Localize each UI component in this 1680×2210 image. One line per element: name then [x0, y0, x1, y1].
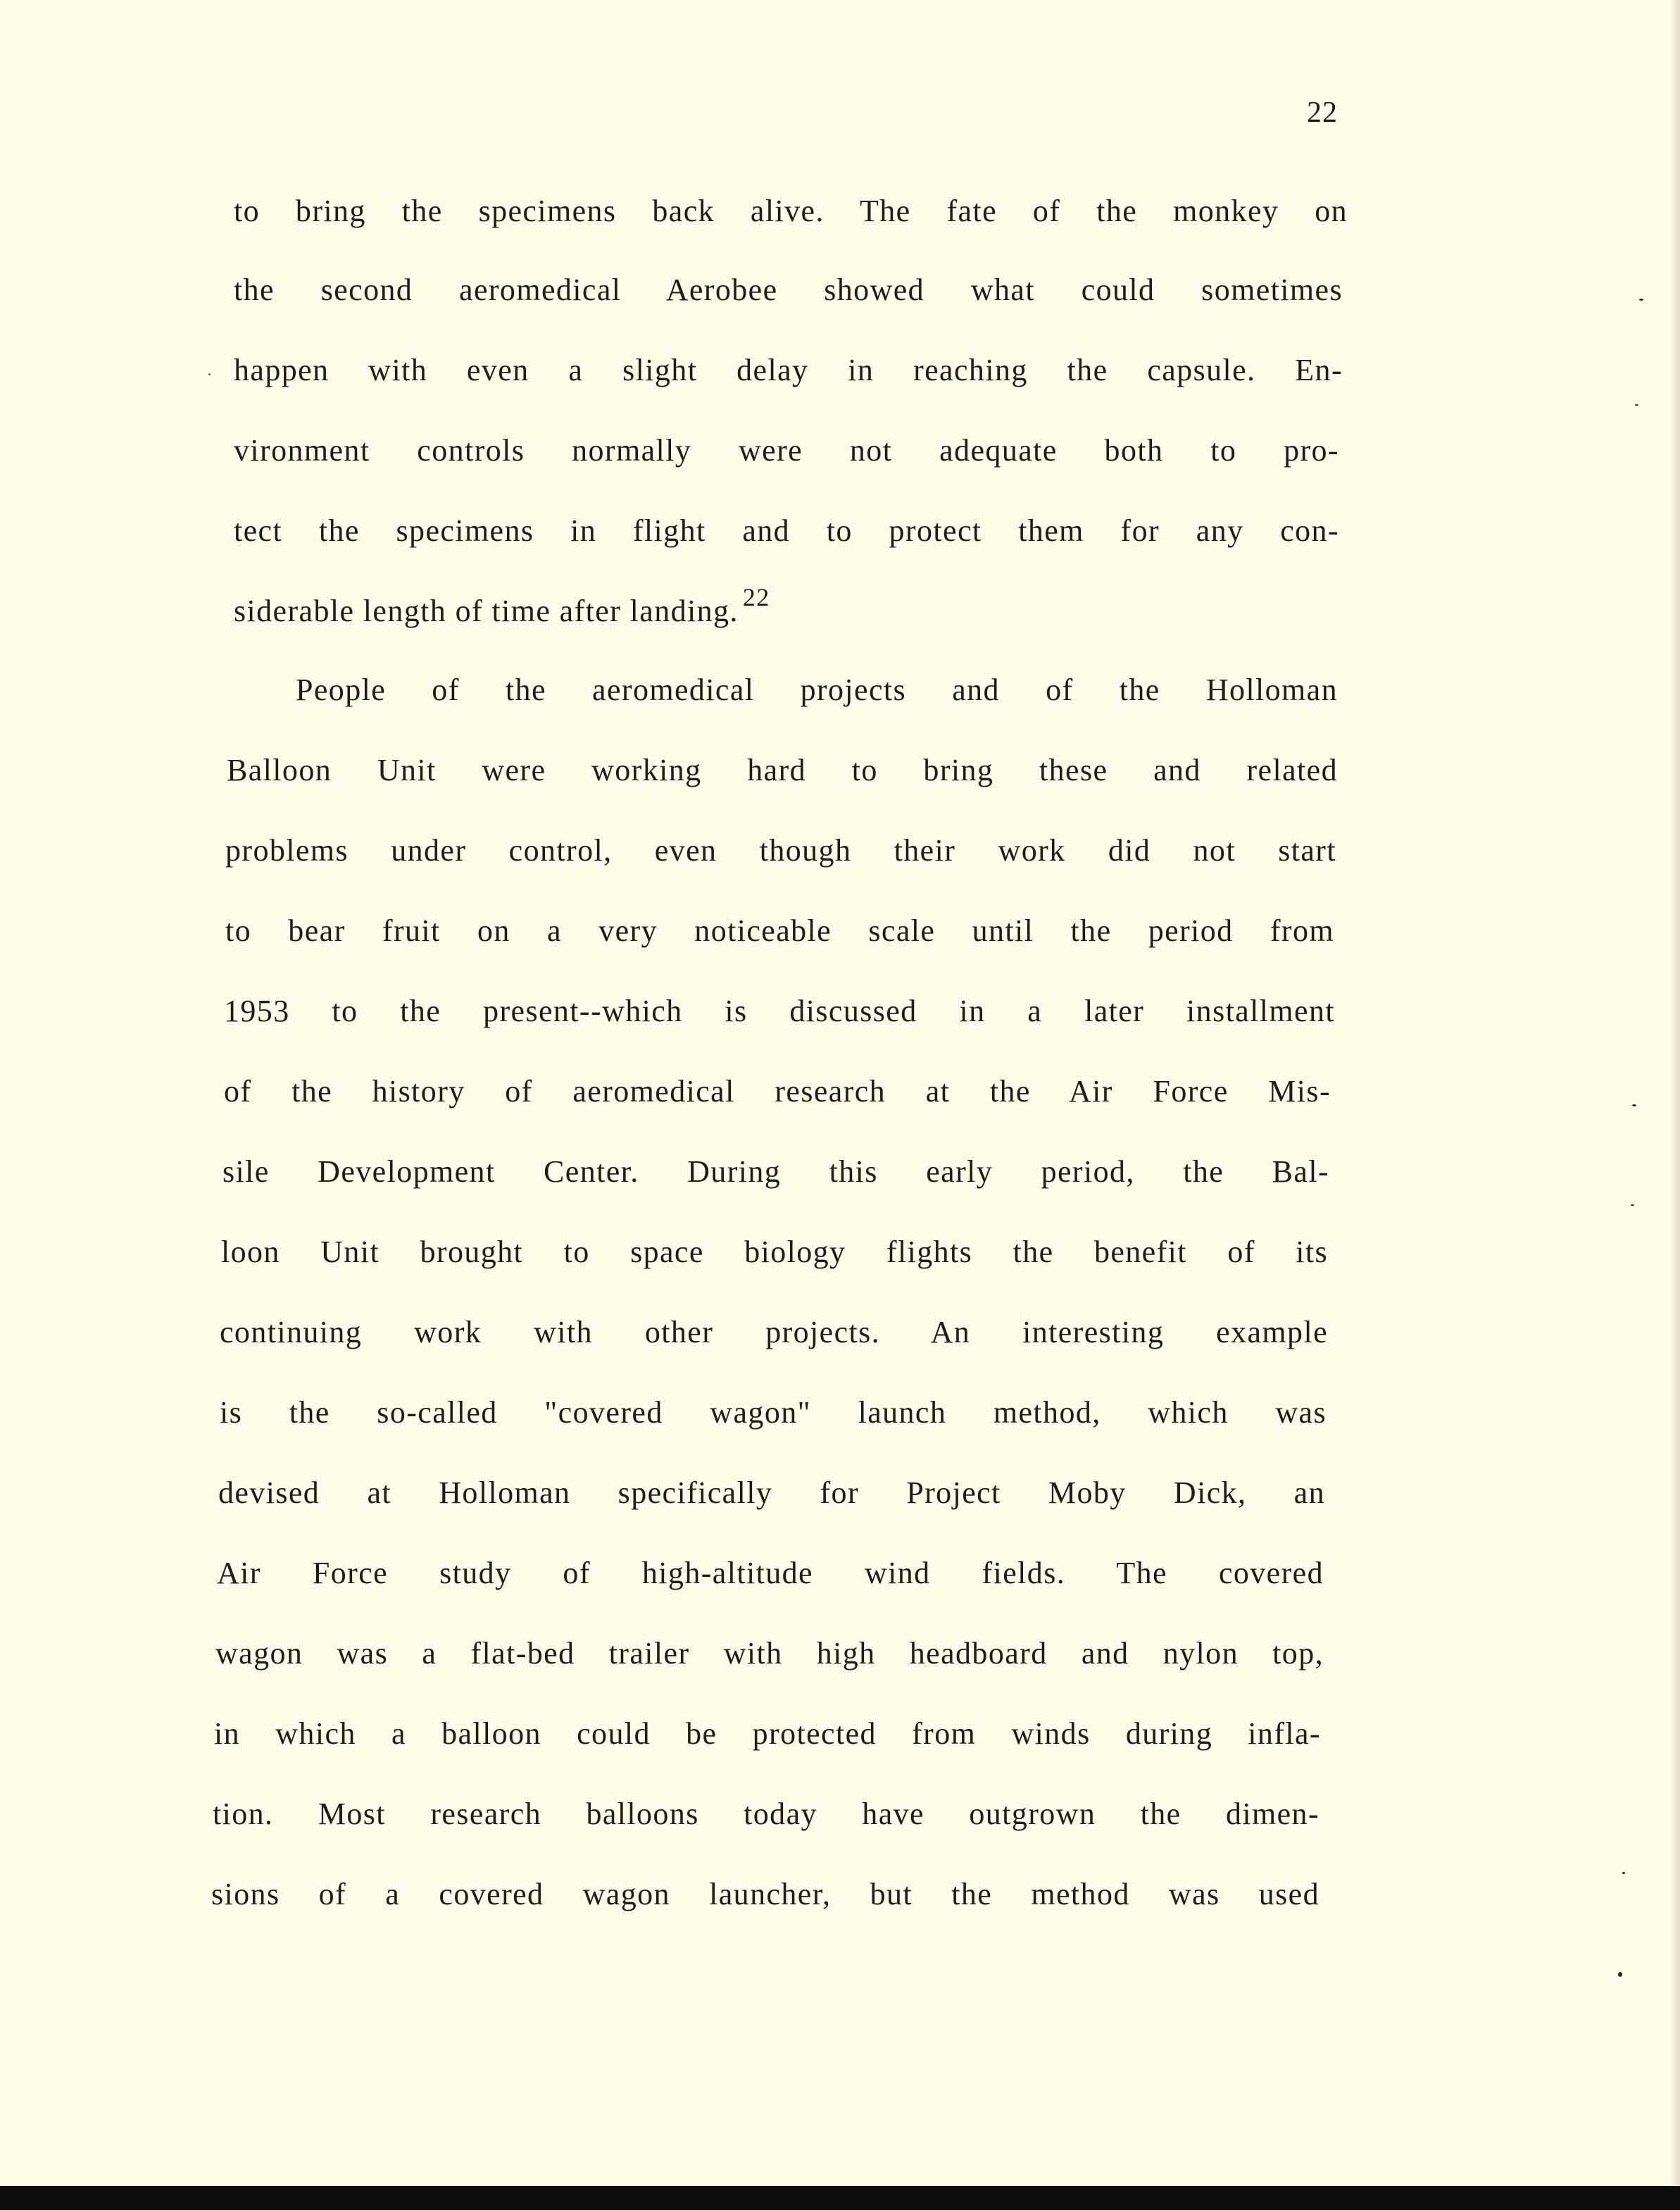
paragraph-1-line-6: [234, 583, 770, 628]
paragraph-2-line-5: 1953 to the present--which is discussed in a later installment: [224, 994, 1335, 1028]
paragraph-2-line-6: of the history of aeromedical research at the Air Force Mis-: [224, 1074, 1331, 1109]
paragraph-2-line-3: problems under control, even though their work did not start: [225, 833, 1336, 868]
paragraph-1-line-4: vironment controls normally were not adequate both to pro-: [234, 433, 1339, 468]
paragraph-2-line-15: tion. Most research balloons today have outgrown the dimen-: [213, 1797, 1319, 1831]
paragraph-1-line-2: the second aeromedical Aerobee showed what could sometimes: [234, 273, 1343, 307]
scan-speck: [1618, 1972, 1622, 1977]
paragraph-2-line-2: Balloon Unit were working hard to bring these and related: [227, 753, 1338, 787]
paragraph-2-line-10: is the so-called "covered wagon" launch method, which was: [220, 1395, 1327, 1430]
paragraph-2-line-13: wagon was a flat-bed trailer with high headboard and nylon top,: [215, 1636, 1324, 1671]
paragraph-1-line-1: to bring the specimens back alive. The fate of the monkey on: [234, 194, 1348, 228]
paragraph-2-line-14: in which a balloon could be protected from winds during infla-: [214, 1716, 1321, 1751]
paragraph-2-line-11: devised at Holloman specifically for Project Moby Dick, an: [218, 1475, 1325, 1510]
paragraph-1-line-5: tect the specimens in flight and to protect them for any con-: [234, 513, 1339, 548]
scan-bottom-edge: [0, 2186, 1680, 2210]
page-number: 22: [1307, 96, 1338, 129]
paragraph-2-line-8: loon Unit brought to space biology flights the benefit of its: [221, 1235, 1328, 1269]
paragraph-2-line-12: Air Force study of high-altitude wind fields. The covered: [217, 1556, 1324, 1590]
scan-speck: [1631, 1204, 1634, 1206]
scan-speck: [1635, 404, 1638, 406]
paragraph-1-line-3: happen with even a slight delay in reaching the capsule. En-: [234, 353, 1343, 387]
scan-speck: [1622, 1872, 1625, 1874]
page-edge-shadow: [1670, 0, 1680, 2210]
paragraph-2-line-16: sions of a covered wagon launcher, but the method was used: [211, 1877, 1319, 1911]
paragraph-2-line-9: continuing work with other projects. An interesting example: [220, 1315, 1328, 1349]
footnote-reference: 22: [742, 583, 770, 611]
paragraph-1-line-6-text: siderable length of time after landing.: [234, 594, 739, 628]
scan-speck: [1632, 1104, 1636, 1106]
paragraph-2-line-4: to bear fruit on a very noticeable scale until the period from: [225, 913, 1334, 948]
scan-speck: [1639, 299, 1643, 301]
paragraph-2-line-1: People of the aeromedical projects and of the Holloman: [296, 673, 1338, 707]
scan-speck: [208, 373, 211, 375]
paragraph-2-line-7: sile Development Center. During this early period, the Bal-: [222, 1154, 1329, 1189]
